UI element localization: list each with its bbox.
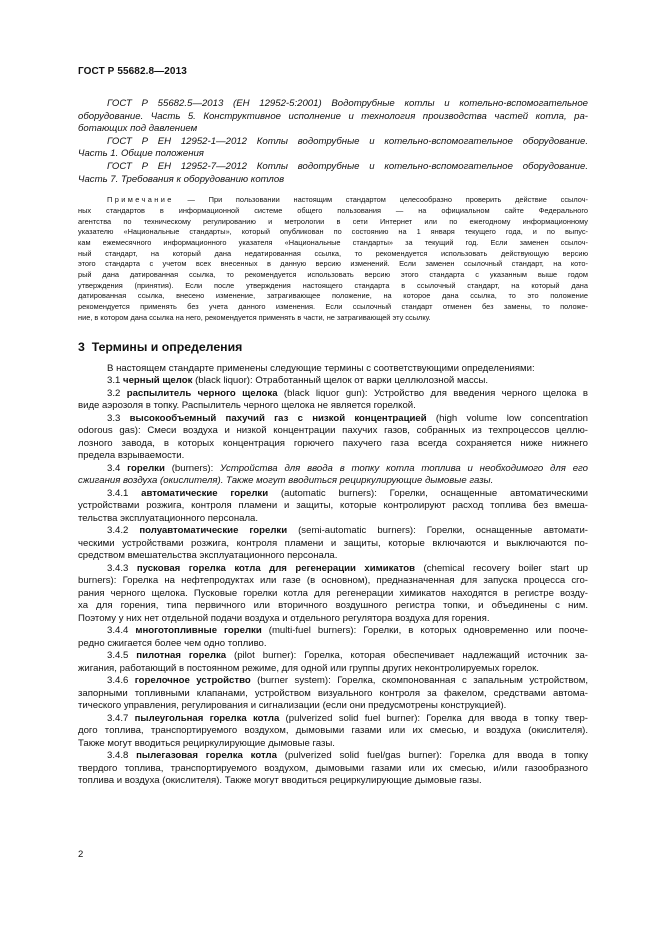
note-line: датированная ссылка, внесено изменение, затрагивающее положение, на которое дана ссылка, то это положение <box>78 291 588 301</box>
term-name: горелки <box>127 462 165 474</box>
term-3-4-1: 3.4.1 автоматические горелки (automatic burners): Горелки, оснащенные автоматическими <box>107 487 588 499</box>
term-line: предела взрываемости. <box>78 450 185 462</box>
term-line: сжигания воздуха (окислителя). Также могут вводиться рециркулирующие дымовые газы. <box>78 475 494 487</box>
term-line: ха для горения, типа первичного или вторичного воздушного регистра топки, и объединены с ним. <box>78 600 588 612</box>
note-line: ных стандартов в информационной системе общего пользования — на официальном сайте Федерального <box>78 205 588 215</box>
term-name: автоматические горелки <box>141 487 269 499</box>
term-line: тельства эксплуатационного персонала. <box>78 512 259 524</box>
section-heading <box>78 340 588 354</box>
term-line: Также могут вводиться рециркулирующие дымовые газы. <box>78 737 335 749</box>
note-line: агентства по техническому регулированию и метрологии в сети Интернет или по ежегодному информационному <box>78 216 588 226</box>
page-number: 2 <box>78 849 84 860</box>
note-block <box>78 195 588 323</box>
reference-line: Часть 1. Общие положения <box>78 148 204 160</box>
section-title: Термины и определения <box>91 339 243 354</box>
reference-line: Часть 7. Требования к оборудованию котлов <box>78 173 285 185</box>
note-line: указателю «Национальные стандарты», который опубликован по состоянию на 1 января текущего года, и по выпус- <box>78 227 588 237</box>
reference-line: ГОСТ Р ЕН 12952-1—2012 Котлы водотрубные и котельно-вспомогательное оборудование. <box>107 135 588 147</box>
term-line: средством вмешательства эксплуатационного персонала. <box>78 550 338 562</box>
note-line: ный стандарт, на который дана недатированная ссылка, то рекомендуется использовать действующую версию <box>78 248 588 258</box>
note-line: Примечание — При пользовании настоящим стандартом целесообразно проверить действие ссылоч- <box>107 195 588 205</box>
term-3-1: 3.1 черный щелок (black liquor): Отработанный щелок от варки целлюлозной массы. <box>107 375 489 387</box>
term-line: Поэтому у них нет отдельной подачи воздуха и отдельного регулятора воздуха для горения. <box>78 612 490 624</box>
term-name: высокообъемный пахучий газ с низкой концентрацией <box>129 412 427 424</box>
term-3-4-2: 3.4.2 полуавтоматические горелки (semi-automatic burners): Горелки, оснащенные автомати- <box>107 525 588 537</box>
term-line: редно сжигается более чем одно топливо. <box>78 637 267 649</box>
normative-references <box>78 98 588 186</box>
term-name: полуавтоматические горелки <box>139 525 288 537</box>
note-line: рекомендуется применять без учета данного изменения. Если ссылочный стандарт отменен без замены, то положе- <box>78 302 588 312</box>
term-line: топлива и воздуха (окислителя). Также могут вводиться рециркулирующие дымовые газы. <box>78 775 482 787</box>
reference-line: ботающих под давлением <box>78 123 198 135</box>
reference-line: оборудование. Часть 5. Конструктивное исполнение и технология производства частей котла, ра- <box>78 110 588 122</box>
term-name: горелочное устройство <box>134 675 251 687</box>
term-line: тического управления, регулирования и сигнализации (если они предусмотрены конструкцией). <box>78 700 507 712</box>
reference-line: ГОСТ Р 55682.5—2013 (ЕН 12952-5:2001) Водотрубные котлы и котельно-вспомогательное <box>107 98 588 109</box>
page-header: ГОСТ Р 55682.8—2013 <box>78 66 187 77</box>
term-line: burners): Горелка на нефтепродуктах или газе (в основном), предназначенная для запуска процесса сго- <box>78 575 588 587</box>
note-line: ние, в котором дана ссылка на него, рекомендуется применять в части, не затрагивающей эту ссылку. <box>78 312 431 322</box>
term-line: odorous gas): Смеси воздуха и низкой концентрации пахучих газов, собранных из техпроцессов целлю- <box>78 425 588 437</box>
term-3-3: 3.3 высокообъемный пахучий газ с низкой концентрацией (high volume low concentration <box>107 412 588 424</box>
term-name: пусковая горелка котла для регенерации химикатов <box>136 562 416 574</box>
note-label: Примечание <box>107 195 174 205</box>
note-line: кам ежемесячного информационного указателя «Национальные стандарты» за текущий год. Если заменен ссылоч- <box>78 237 588 247</box>
term-name: черный щелок <box>123 375 193 387</box>
term-line: рания черного щелока. Пусковые горелки котла для регенерации химикатов находятся в регистре возду- <box>78 587 588 599</box>
term-line: ческими устройствами розжига, контроля пламени и защиты, которые включаются и выключаются по- <box>78 537 588 549</box>
term-name: пилотная горелка <box>136 650 227 662</box>
term-name: пылегазовая горелка котла <box>136 750 277 762</box>
term-line: дого топлива, транспортируемого воздухом, дымовыми газами или их смесью, и воздуха (окислителя). <box>78 725 588 737</box>
term-3-4-6: 3.4.6 горелочное устройство (burner system): Горелка, скомпонованная с запальным устройством, <box>107 675 589 687</box>
note-line: рый дана датированная ссылка, то рекомендуется использовать версию этого стандарта с указанным выше годом <box>78 270 588 280</box>
note-line: утверждения (принятия). Если после утверждения настоящего стандарта в ссылочный стандарт, на который дана <box>78 280 588 290</box>
term-line: устройствами розжига, контроля пламени и защиты, которые контролируют расход топлива без вмеша- <box>78 500 588 512</box>
term-3-4: 3.4 горелки (burners): Устройства для ввода в топку котла топлива и необходимого для его <box>107 462 588 474</box>
term-name: многотопливные горелки <box>135 625 262 637</box>
term-name: распылитель черного щелока <box>126 387 278 399</box>
section-body <box>78 363 588 788</box>
term-3-2: 3.2 распылитель черного щелока (black liquor gun): Устройство для введения черного щелока в <box>107 387 588 399</box>
term-3-4-8: 3.4.8 пылегазовая горелка котла (pulverized solid fuel/gas burner): Горелка для ввода в топку <box>107 750 588 762</box>
reference-line: ГОСТ Р ЕН 12952-7—2012 Котлы водотрубные и котельно-вспомогательное оборудование. <box>107 160 588 172</box>
term-line: твердого топлива, транспортируемого воздухом, дымовыми газами или их смесью, и/или газообразного <box>78 762 588 774</box>
term-name: пылеугольная горелка котла <box>134 712 280 724</box>
term-line: виде аэрозоля в топку. Распылитель черного щелока не является горелкой. <box>78 400 416 412</box>
term-line: запорными топливными клапанами, устройством визуального контроля за факелом, средствами автома- <box>78 687 588 699</box>
term-3-4-5: 3.4.5 пилотная горелка (pilot burner): Горелка, которая обеспечивает надлежащий источник за- <box>107 650 588 662</box>
term-line: жигания, работающий в постоянном режиме, для одной или группы других неконтролируемых горелок. <box>78 662 539 674</box>
term-line: лозного завода, в которых концентрация горючего пахучего газа всегда сохраняется ниже нижнего <box>78 437 588 449</box>
term-3-4-4: 3.4.4 многотопливные горелки (multi-fuel burners): Горелки, в которых одновременно или пооче- <box>107 625 588 637</box>
section-number: 3 <box>78 339 85 354</box>
term-3-4-3: 3.4.3 пусковая горелка котла для регенерации химикатов (chemical recovery boiler start up <box>107 562 588 574</box>
intro-paragraph: В настоящем стандарте применены следующие термины с соответствующими определениями: <box>107 362 535 374</box>
page-content <box>78 98 588 788</box>
note-line: этого стандарта с учетом всех внесенных в данную версию изменений. Если заменен ссылочный стандарт, на кото- <box>78 259 588 269</box>
term-3-4-7: 3.4.7 пылеугольная горелка котла (pulverized solid fuel burner): Горелка для ввода в топку твер- <box>107 712 588 724</box>
